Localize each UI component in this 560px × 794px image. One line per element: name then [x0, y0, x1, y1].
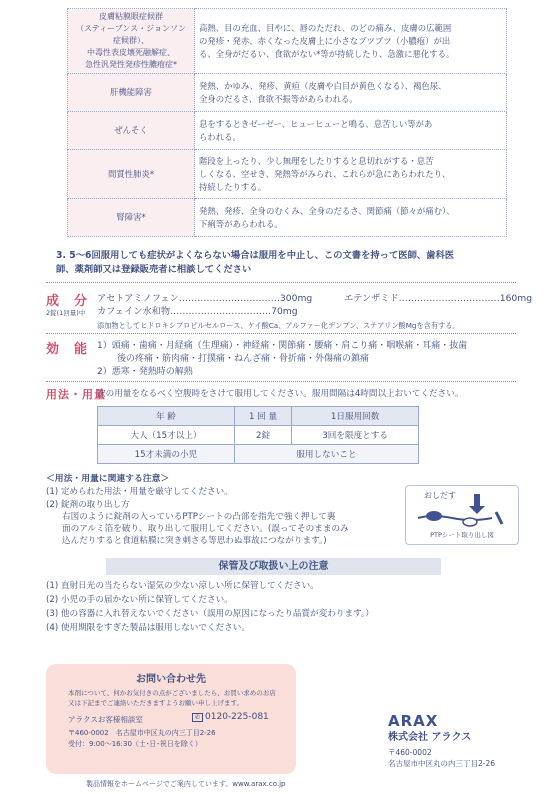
contact-body-1: 本剤について、何かお気付きの点がございましたら、お買い求めのお店 — [68, 689, 276, 697]
contact-address: 〒460-0002 名古屋市中区丸の内三丁目2-26 — [68, 729, 216, 737]
dose-header-age: 年 齢 — [98, 407, 235, 426]
consult-note: 3. 5～6回服用しても症状がよくならない場合は服用を中止し、この文書を持って医師、歯科医 師、薬剤師又は登録販売者に相談してください — [56, 250, 455, 275]
se-name-2: 肝機能障害 — [68, 74, 195, 112]
ingredients-title: 成 分 — [46, 294, 89, 309]
contact-name: アラクスお客様相談室 — [68, 715, 143, 724]
ingredients-sub: 2錠(1回量)中 — [46, 309, 86, 317]
se-desc-3: 息をするときゼーゼー、ヒューヒューと鳴る、息苦しい等があ らわれる。 — [195, 112, 507, 150]
storage-1: (1) 直射日光の当たらない湿気の少ない涼しい所に保管してください。 — [46, 581, 319, 591]
ptp-caption: PTPシート取り出し図 — [430, 531, 494, 539]
storage-3: (3) 他の容器に入れ替えないでください（誤用の原因になったり品質が変わります。） — [46, 609, 374, 619]
se-desc-1: 高熱、目の充血、目やに、唇のただれ、のどの痛み、皮膚の広範囲 の発疹・発赤、赤くなった皮膚上に小さなブツブツ（小膿疱）が出 る、全身がだるい、食欲がない*等が持続したり、急激に悪化する。 — [195, 9, 507, 74]
dosage-note-2: (2) 錠剤の取り出し方 — [46, 500, 130, 510]
contact-phone-number: 0120-225-081 — [205, 712, 269, 722]
dose-header-times: 1日服用回数 — [292, 407, 419, 426]
storage-4: (4) 使用期限をすぎた製品は服用しないでください。 — [46, 623, 250, 633]
efficacy-line-2: 後の疼痛・筋肉痛・打撲痛・ねんざ痛・骨折痛・外傷痛の鎮痛 — [117, 354, 370, 364]
website-note: 製品情報をホームページでご案内しています。www.arax.co.jp — [86, 780, 286, 788]
contact-hours: 受付：9:00～16:30（土･日･祝日を除く） — [68, 740, 202, 748]
contact-title: お問い合わせ先 — [136, 674, 206, 685]
se-name-4: 間質性肺炎* — [68, 150, 195, 199]
dose-child-age: 15才未満の小児 — [98, 445, 235, 464]
dosage-table — [97, 406, 419, 464]
divider — [46, 282, 516, 283]
dose-adult-amount: 2錠 — [234, 426, 291, 445]
dosage-note-4: 面のアルミ箔を破り、取り出して服用してください。(誤ってそのままのみ — [62, 524, 349, 534]
freedial-icon: ✆ — [192, 713, 203, 722]
additives-text: 添加物としてヒドロキシプロピルセルロース、ケイ酸Ca、アルファー化デンプン、ステアリン酸Mgを含有する。 — [97, 321, 460, 330]
side-effects-table — [67, 8, 507, 237]
se-desc-5: 発熱、発疹、全身のむくみ、全身のだるさ、関節痛（節々が痛む）、 下痢等があらわれる。 — [195, 199, 507, 237]
efficacy-line-1: 1）頭痛・歯痛・月経痛（生理痛）・神経痛・関節痛・腰痛・肩こり痛・咽喉痛・耳痛・抜歯 — [97, 341, 468, 351]
divider — [46, 381, 516, 382]
se-name-5: 腎障害* — [68, 199, 195, 237]
se-desc-4: 階段を上ったり、少し無理をしたりすると息切れがする・息苦 しくなる、空せき、発熱等がみられ、これらが急にあらわれたり、 持続したりする。 — [195, 150, 507, 199]
dosage-notes-title: ＜用法・用量に関連する注意＞ — [46, 474, 170, 484]
company-zip: 〒460-0002 — [388, 748, 432, 757]
dosage-title: 用法・用量 — [46, 388, 106, 401]
dosage-note-1: (1) 定められた用法・用量を厳守してください。 — [46, 487, 233, 497]
ptp-diagram — [405, 485, 519, 545]
arax-logo: ARAX — [388, 712, 439, 730]
dosage-intro: 次の用量をなるべく空腹時をさけて服用してください。服用間隔は4時間以上おいてください。 — [97, 389, 464, 399]
ingredient-caffeine: カフェイン水和物……………………………70mg — [97, 306, 298, 317]
efficacy-title: 効 能 — [46, 342, 89, 357]
divider — [46, 333, 516, 334]
contact-box — [46, 664, 296, 774]
dosage-note-3: 右図のように錠剤の入っているPTPシートの凸部を指先で強く押して裏 — [62, 512, 336, 522]
ingredient-ethenzamide: エテンザミド……………………………160mg — [344, 293, 533, 304]
ingredient-acetaminophen: アセトアミノフェン……………………………300mg — [97, 293, 313, 304]
efficacy-line-3: 2）悪寒・発熱時の解熱 — [97, 367, 193, 377]
ptp-press-icon — [412, 492, 512, 528]
dose-child-note: 服用しないこと — [234, 445, 418, 464]
contact-phone[interactable] — [192, 712, 269, 722]
dose-adult-age: 大人（15才以上） — [98, 426, 235, 445]
company-name: 株式会社 アラクス — [388, 732, 472, 743]
se-name-1: 皮膚粘膜眼症候群 （スティーブンス・ジョンソン症候群）、 中毒性表皮壊死融解症、 急性汎発性発疹性膿疱症* — [68, 9, 195, 74]
dose-adult-times: 3回を限度とする — [292, 426, 419, 445]
ptp-push-label: おしだす — [424, 491, 456, 500]
storage-banner: 保管及び取扱い上の注意 — [106, 558, 441, 575]
contact-body-2: 又は下記までご連絡いただきますようお願い申し上げます。 — [68, 699, 243, 707]
se-name-3: ぜんそく — [68, 112, 195, 150]
dose-header-amount: 1 回 量 — [234, 407, 291, 426]
storage-2: (2) 小児の手の届かない所に保管してください。 — [46, 595, 233, 605]
dosage-note-5: 込んだりすると食道粘膜に突き刺さる等思わぬ事故につながります。) — [62, 536, 327, 546]
se-desc-2: 発熱、かゆみ、発疹、黄疸（皮膚や白目が黄色くなる）、褐色尿、 全身のだるさ、食欲不振等があらわれる。 — [195, 74, 507, 112]
company-address: 名古屋市中区丸の内三丁目2-26 — [388, 759, 496, 768]
